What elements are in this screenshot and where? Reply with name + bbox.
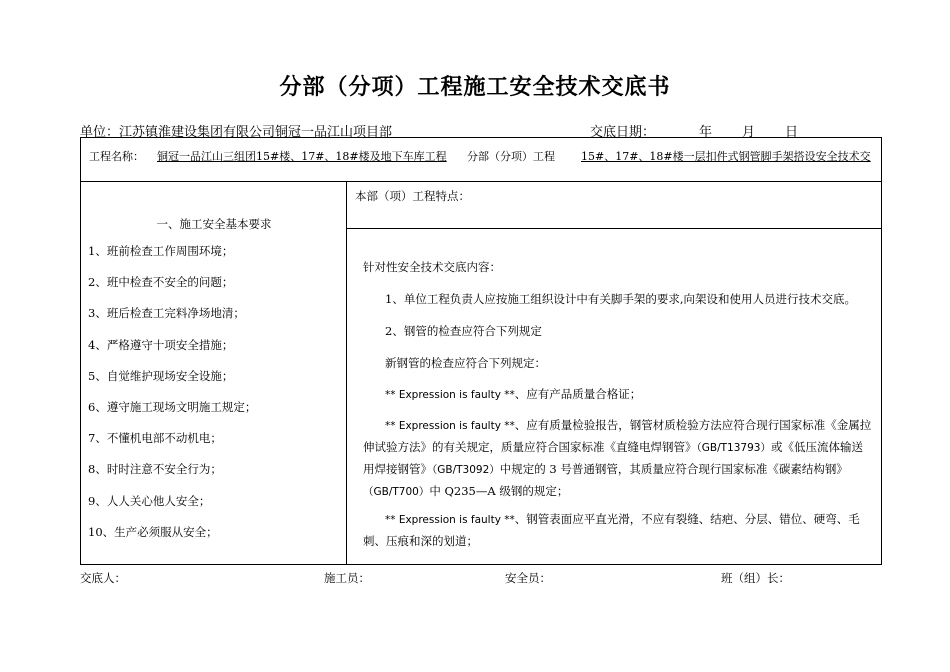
subproject-value: 15#、17#、18#楼一层扣件式钢管脚手架搭设安全技术交	[581, 150, 871, 163]
date-month: 月	[742, 125, 756, 140]
date-day: 日	[785, 125, 799, 140]
error-text: ** Expression is faulty **	[385, 420, 515, 432]
unit-label: 单位：	[80, 125, 120, 140]
list-item: 10、生产必须服从安全；	[88, 524, 218, 539]
list-item: 1、班前检查工作周围环境；	[88, 244, 234, 258]
team-leader-label: 班（组）长：	[721, 571, 790, 585]
error-text: ** Expression is faulty **	[385, 514, 515, 526]
unit-value: 江苏镇淮建设集团有限公司铜冠一品江山项目部	[119, 125, 393, 140]
content-paragraph-4: ** Expression is faulty **、应有产品质量合格证；	[385, 387, 642, 401]
safety-content-cell	[347, 229, 881, 564]
content-paragraph-5: ** Expression is faulty **、应有质量检验报告，钢管材质检验方法应符合现行国家标准《金属拉伸试验方法》的有关规定，质量应符合国家标准《直缝电焊钢管》（GB/T13793）或《低压流体输送用焊接钢管》（GB/T3092）中规定的 3 号普通钢管，其质量应符合现行国家标准《碳素结构钢》（GB/T700）中 Q235—A 级钢的规定；	[363, 418, 872, 498]
document-title: 分部（分项）工程施工安全技术交底书	[279, 74, 671, 100]
error-text: ** Expression is faulty **	[385, 389, 515, 401]
project-name-value: 铜冠一品江山三组团15#楼、17#、18#楼及地下车库工程	[157, 150, 447, 163]
content-paragraph-2: 2、钢管的检查应符合下列规定	[385, 324, 542, 338]
requirements-subtitle: 一、施工安全基本要求	[156, 217, 272, 231]
list-item: 9、人人关心他人安全；	[88, 493, 211, 508]
project-name-label: 工程名称：	[89, 150, 144, 163]
list-item: 6、遵守施工现场文明施工规定；	[88, 399, 257, 414]
content-paragraph-6: ** Expression is faulty **、钢管表面应平直光滑，不应有裂缝、结疤、分层、错位、硬弯、毛刺、压痕和深的划道；	[363, 512, 860, 548]
basic-requirements-column	[81, 182, 347, 564]
date-year: 年	[699, 125, 713, 140]
subproject-label: 分部（分项）工程	[467, 150, 555, 163]
project-row	[81, 138, 881, 182]
list-item: 5、自觉维护现场安全设施；	[88, 368, 234, 383]
project-features-cell	[347, 182, 881, 229]
list-item: 8、时时注意不安全行为；	[88, 462, 222, 477]
features-label: 本部（项）工程特点：	[355, 189, 470, 203]
content-heading: 针对性安全技术交底内容：	[363, 260, 501, 274]
list-item: 7、不懂机电部不动机电；	[88, 431, 222, 446]
content-paragraph-3: 新钢管的检查应符合下列规定：	[385, 356, 546, 370]
list-item: 3、班后检查工完料净场地清；	[88, 306, 245, 321]
date-label: 交底日期：	[590, 125, 656, 140]
unit-line	[80, 121, 882, 140]
list-item: 2、班中检查不安全的问题；	[88, 275, 234, 290]
safety-officer-label: 安全员：	[505, 571, 551, 585]
disclosure-table	[80, 137, 882, 565]
content-paragraph-1: 1、单位工程负责人应按施工组织设计中有关脚手架的要求,向架设和使用人员进行技术交底。	[385, 292, 856, 306]
list-item: 4、严格遵守十项安全措施；	[88, 337, 234, 352]
requirements-list	[88, 243, 256, 555]
discloser-label: 交底人：	[80, 571, 126, 585]
worker-label: 施工员：	[324, 571, 370, 585]
